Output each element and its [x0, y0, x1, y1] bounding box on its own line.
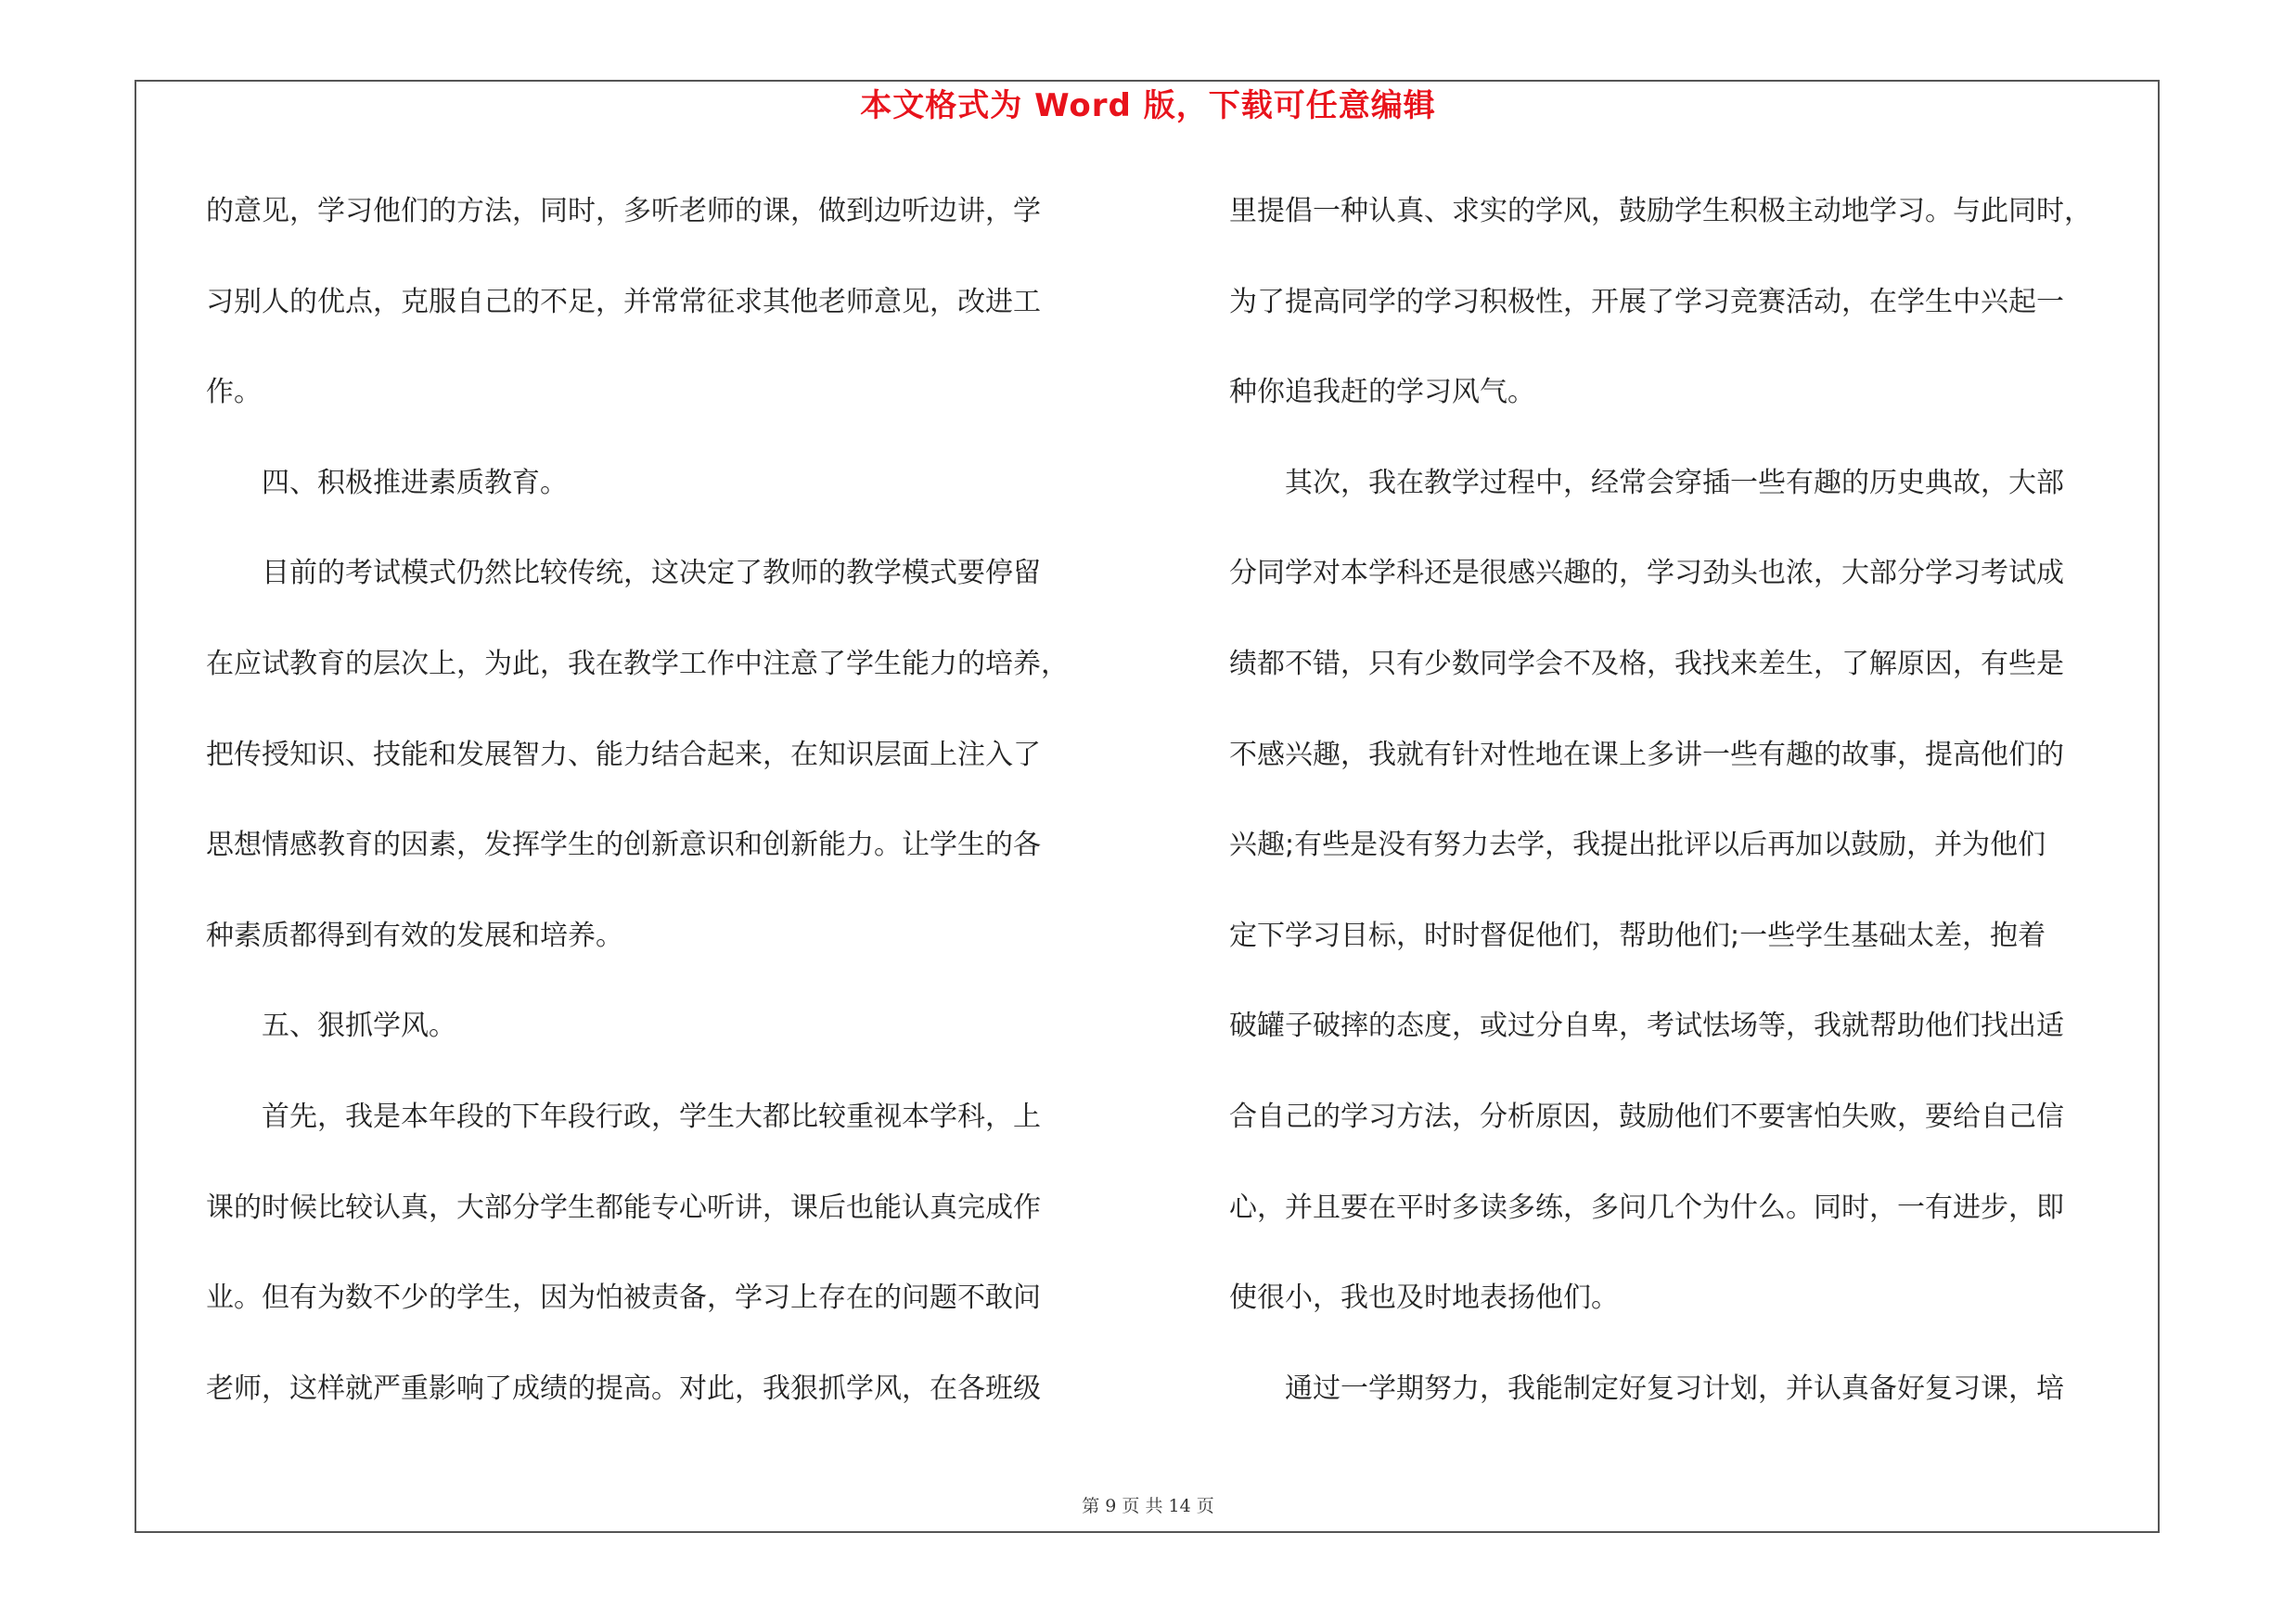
text-line: 思想情感教育的因素，发挥学生的创新意识和创新能力。让学生的各: [206, 829, 1041, 862]
text-line: 课的时候比较认真，大部分学生都能专心听讲，课后也能认真完成作: [206, 1191, 1041, 1224]
text-line: 为了提高同学的学习积极性，开展了学习竞赛活动，在学生中兴起一: [1229, 285, 2064, 318]
right-text-column: [1229, 184, 2148, 1455]
text-line: 通过一学期努力，我能制定好复习计划，并认真备好复习课，培: [1229, 1372, 2064, 1405]
text-line: 心，并且要在平时多读多练，多问几个为什么。同时，一有进步，即: [1229, 1191, 2064, 1224]
text-line: 定下学习目标，时时督促他们，帮助他们;一些学生基础太差，抱着: [1229, 919, 2046, 952]
text-line: 的意见，学习他们的方法，同时，多听老师的课，做到边听边讲，学: [206, 195, 1041, 227]
text-line: 习别人的优点，克服自己的不足，并常常征求其他老师意见，改进工: [206, 285, 1041, 318]
word-format-banner: 本文格式为 Word 版，下载可任意编辑: [860, 87, 1436, 124]
section-heading: 四、积极推进素质教育。: [206, 466, 568, 499]
text-line: 不感兴趣，我就有针对性地在课上多讲一些有趣的故事，提高他们的: [1229, 738, 2064, 771]
text-line: 把传授知识、技能和发展智力、能力结合起来，在知识层面上注入了: [206, 738, 1041, 771]
text-line: 种你追我赶的学习风气。: [1229, 376, 1535, 409]
text-line: 目前的考试模式仍然比较传统，这决定了教师的教学模式要停留: [206, 557, 1041, 590]
text-line: 破罐子破摔的态度，或过分自卑，考试怯场等，我就帮助他们找出适: [1229, 1010, 2064, 1043]
text-line: 合自己的学习方法，分析原因，鼓励他们不要害怕失败，要给自己信: [1229, 1100, 2064, 1133]
text-line: 作。: [206, 376, 262, 409]
page-number-footer: 第 9 页 共 14 页: [1082, 1496, 1214, 1516]
section-heading: 五、狠抓学风。: [206, 1010, 456, 1043]
text-line: 使很小，我也及时地表扬他们。: [1229, 1282, 1619, 1315]
text-line: 里提倡一种认真、求实的学风，鼓励学生积极主动地学习。与此同时，: [1229, 195, 2092, 227]
text-line: 分同学对本学科还是很感兴趣的，学习劲头也浓，大部分学习考试成: [1229, 557, 2064, 590]
text-line: 业。但有为数不少的学生，因为怕被责备，学习上存在的问题不敢问: [206, 1282, 1041, 1315]
text-line: 其次，我在教学过程中，经常会穿插一些有趣的历史典故，大部: [1229, 466, 2064, 499]
text-line: 兴趣;有些是没有努力去学，我提出批评以后再加以鼓励，并为他们: [1229, 829, 2046, 862]
left-text-column: [206, 184, 1126, 1455]
text-line: 种素质都得到有效的发展和培养。: [206, 919, 623, 952]
text-line: 在应试教育的层次上，为此，我在教学工作中注意了学生能力的培养，: [206, 647, 1069, 680]
text-line: 老师，这样就严重影响了成绩的提高。对此，我狠抓学风，在各班级: [206, 1372, 1041, 1405]
text-line: 首先，我是本年段的下年段行政，学生大都比较重视本学科，上: [206, 1100, 1041, 1133]
text-line: 绩都不错，只有少数同学会不及格，我找来差生，了解原因，有些是: [1229, 647, 2064, 680]
